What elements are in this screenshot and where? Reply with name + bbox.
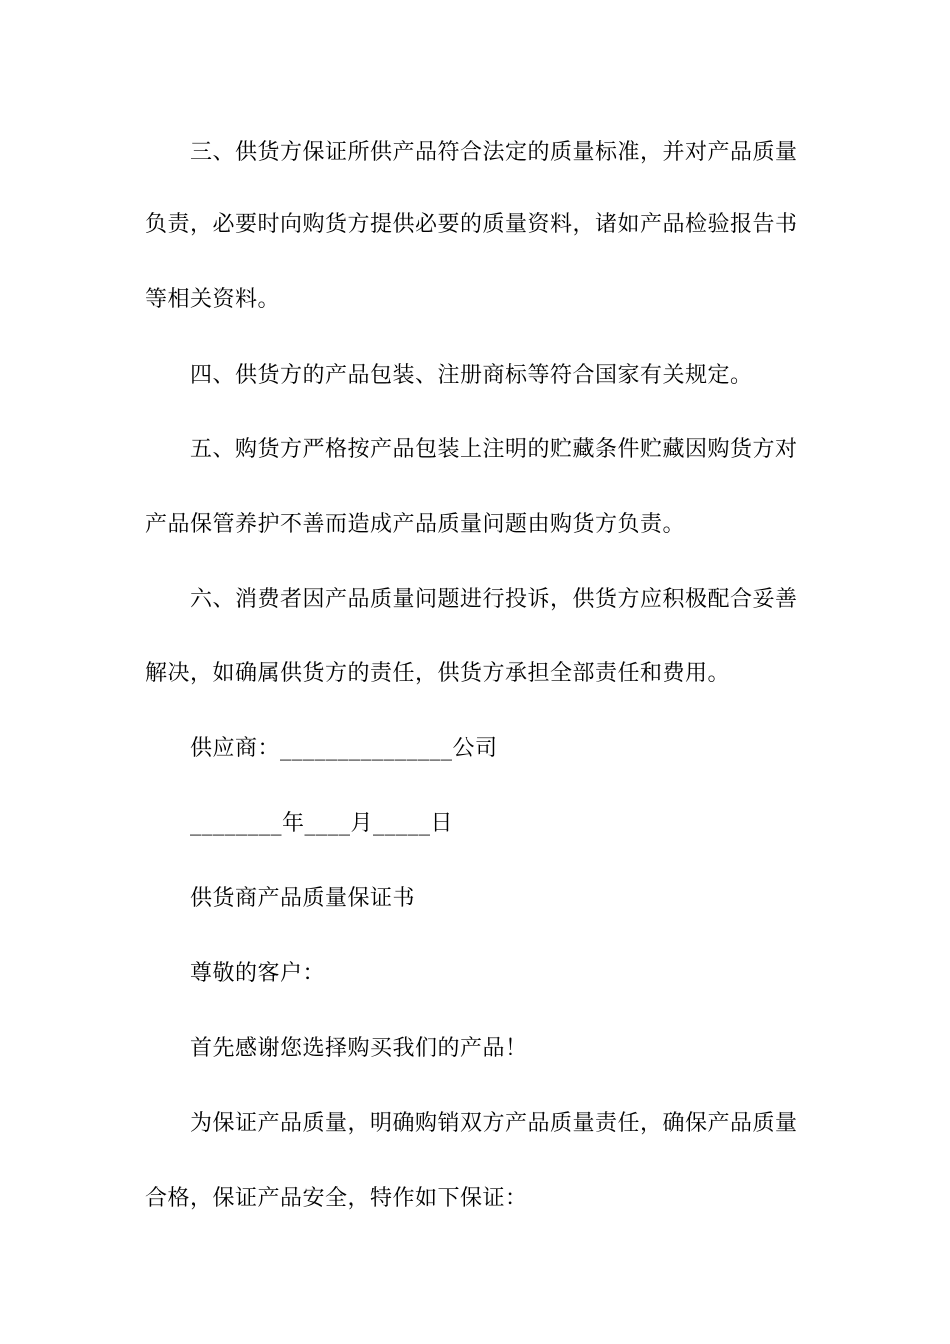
thanks-line: 首先感谢您选择购买我们的产品！ [190, 1036, 528, 1061]
date-line: ________年____月_____日 [190, 811, 454, 836]
clause-5-line-2: 产品保管养护不善而造成产品质量问题由购货方负责。 [145, 512, 686, 537]
clause-6-line-1: 六、消费者因产品质量问题进行投诉，供货方应积极配合妥善 [190, 587, 798, 612]
intro-line-2: 合格，保证产品安全，特作如下保证： [145, 1186, 528, 1211]
salutation: 尊敬的客户： [190, 961, 326, 986]
clause-3-line-2: 负责，必要时向购货方提供必要的质量资料，诸如产品检验报告书 [145, 212, 798, 237]
clause-6-line-2: 解决，如确属供货方的责任，供货方承担全部责任和费用。 [145, 661, 731, 686]
supplier-signature-line: 供应商：_______________公司 [190, 736, 498, 761]
document-title: 供货商产品质量保证书 [190, 886, 416, 911]
clause-4-line-1: 四、供货方的产品包装、注册商标等符合国家有关规定。 [190, 363, 753, 388]
clause-5-line-1: 五、购货方严格按产品包装上注明的贮藏条件贮藏因购货方对 [190, 437, 798, 462]
intro-line-1: 为保证产品质量，明确购销双方产品质量责任，确保产品质量 [190, 1111, 798, 1136]
clause-3-line-1: 三、供货方保证所供产品符合法定的质量标准，并对产品质量 [190, 140, 798, 165]
clause-3-line-3: 等相关资料。 [145, 287, 281, 312]
